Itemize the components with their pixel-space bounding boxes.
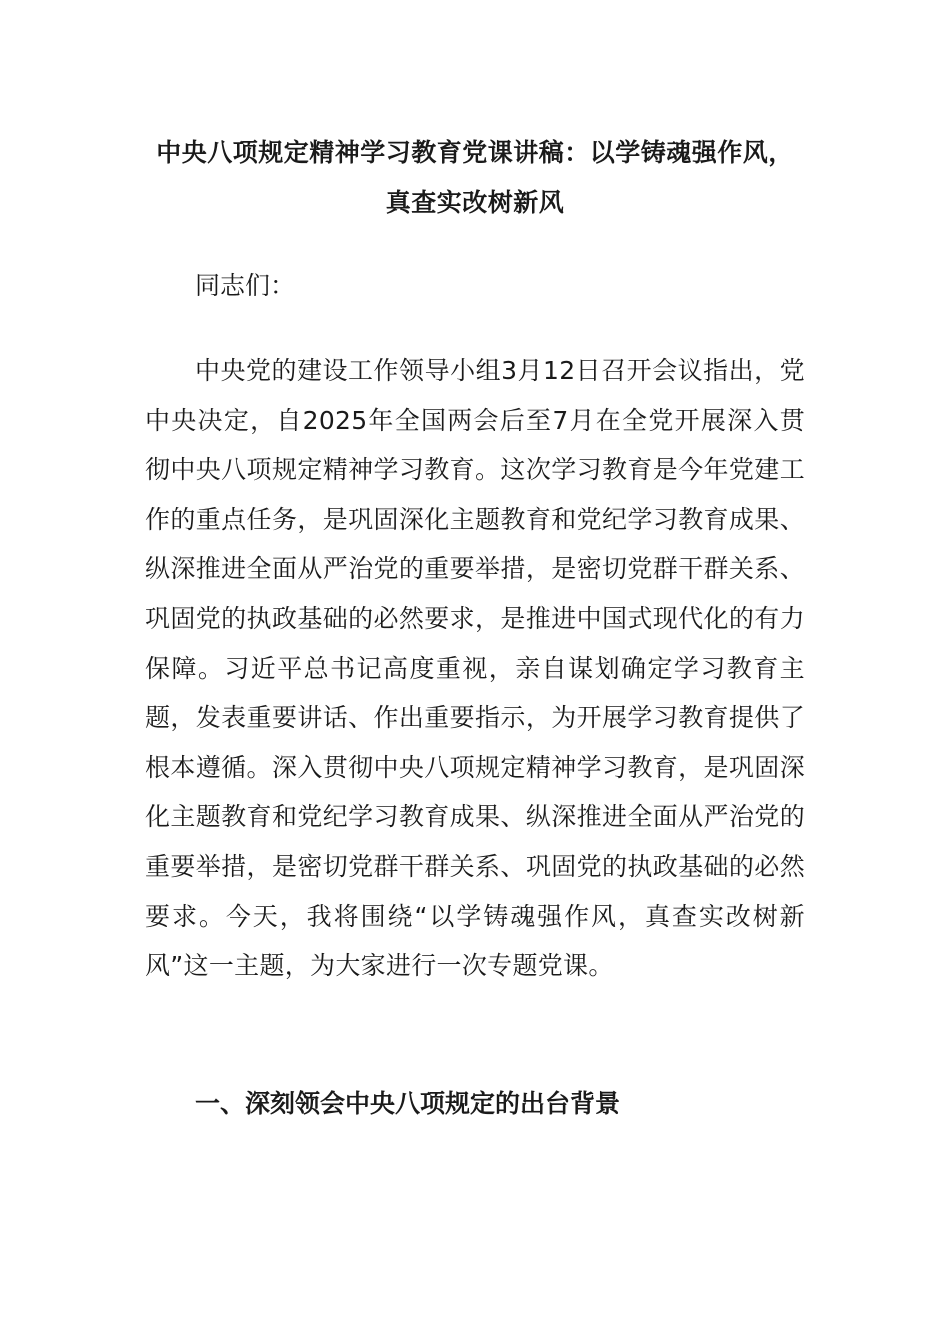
salutation: 同志们： (195, 271, 296, 300)
title-line-2: 真查实改树新风 (385, 188, 565, 217)
document-title (120, 128, 830, 228)
title-line-1: 中央八项规定精神学习教育党课讲稿：以学铸魂强作风， (156, 138, 794, 167)
section-heading: 一、深刻领会中央八项规定的出台背景 (195, 1089, 621, 1118)
body-paragraph: 中央党的建设工作领导小组3月12日召开会议指出，党中央决定，自2025年全国两会后至7月在全党开展深入贯彻中央八项规定精神学习教育。这次学习教育是今年党建工作的重点任务，是巩固深化主题教育和党纪学习教育成果、纵深推进全面从严治党的重要举措，是密切党群干群关系、巩固党的执政基础的必然要求，是推进中国式现代化的有力保障。习近平总书记高度重视，亲自谋划确定学习教育主题，发表重要讲话、作出重要指示，为开展学习教育提供了根本遵循。深入贯彻中央八项规定精神学习教育，是巩固深化主题教育和党纪学习教育成果、纵深推进全面从严治党的重要举措，是密切党群干群关系、巩固党的执政基础的必然要求。今天，我将围绕“以学铸魂强作风，真查实改树新风”这一主题，为大家进行一次专题党课。 (145, 356, 805, 981)
